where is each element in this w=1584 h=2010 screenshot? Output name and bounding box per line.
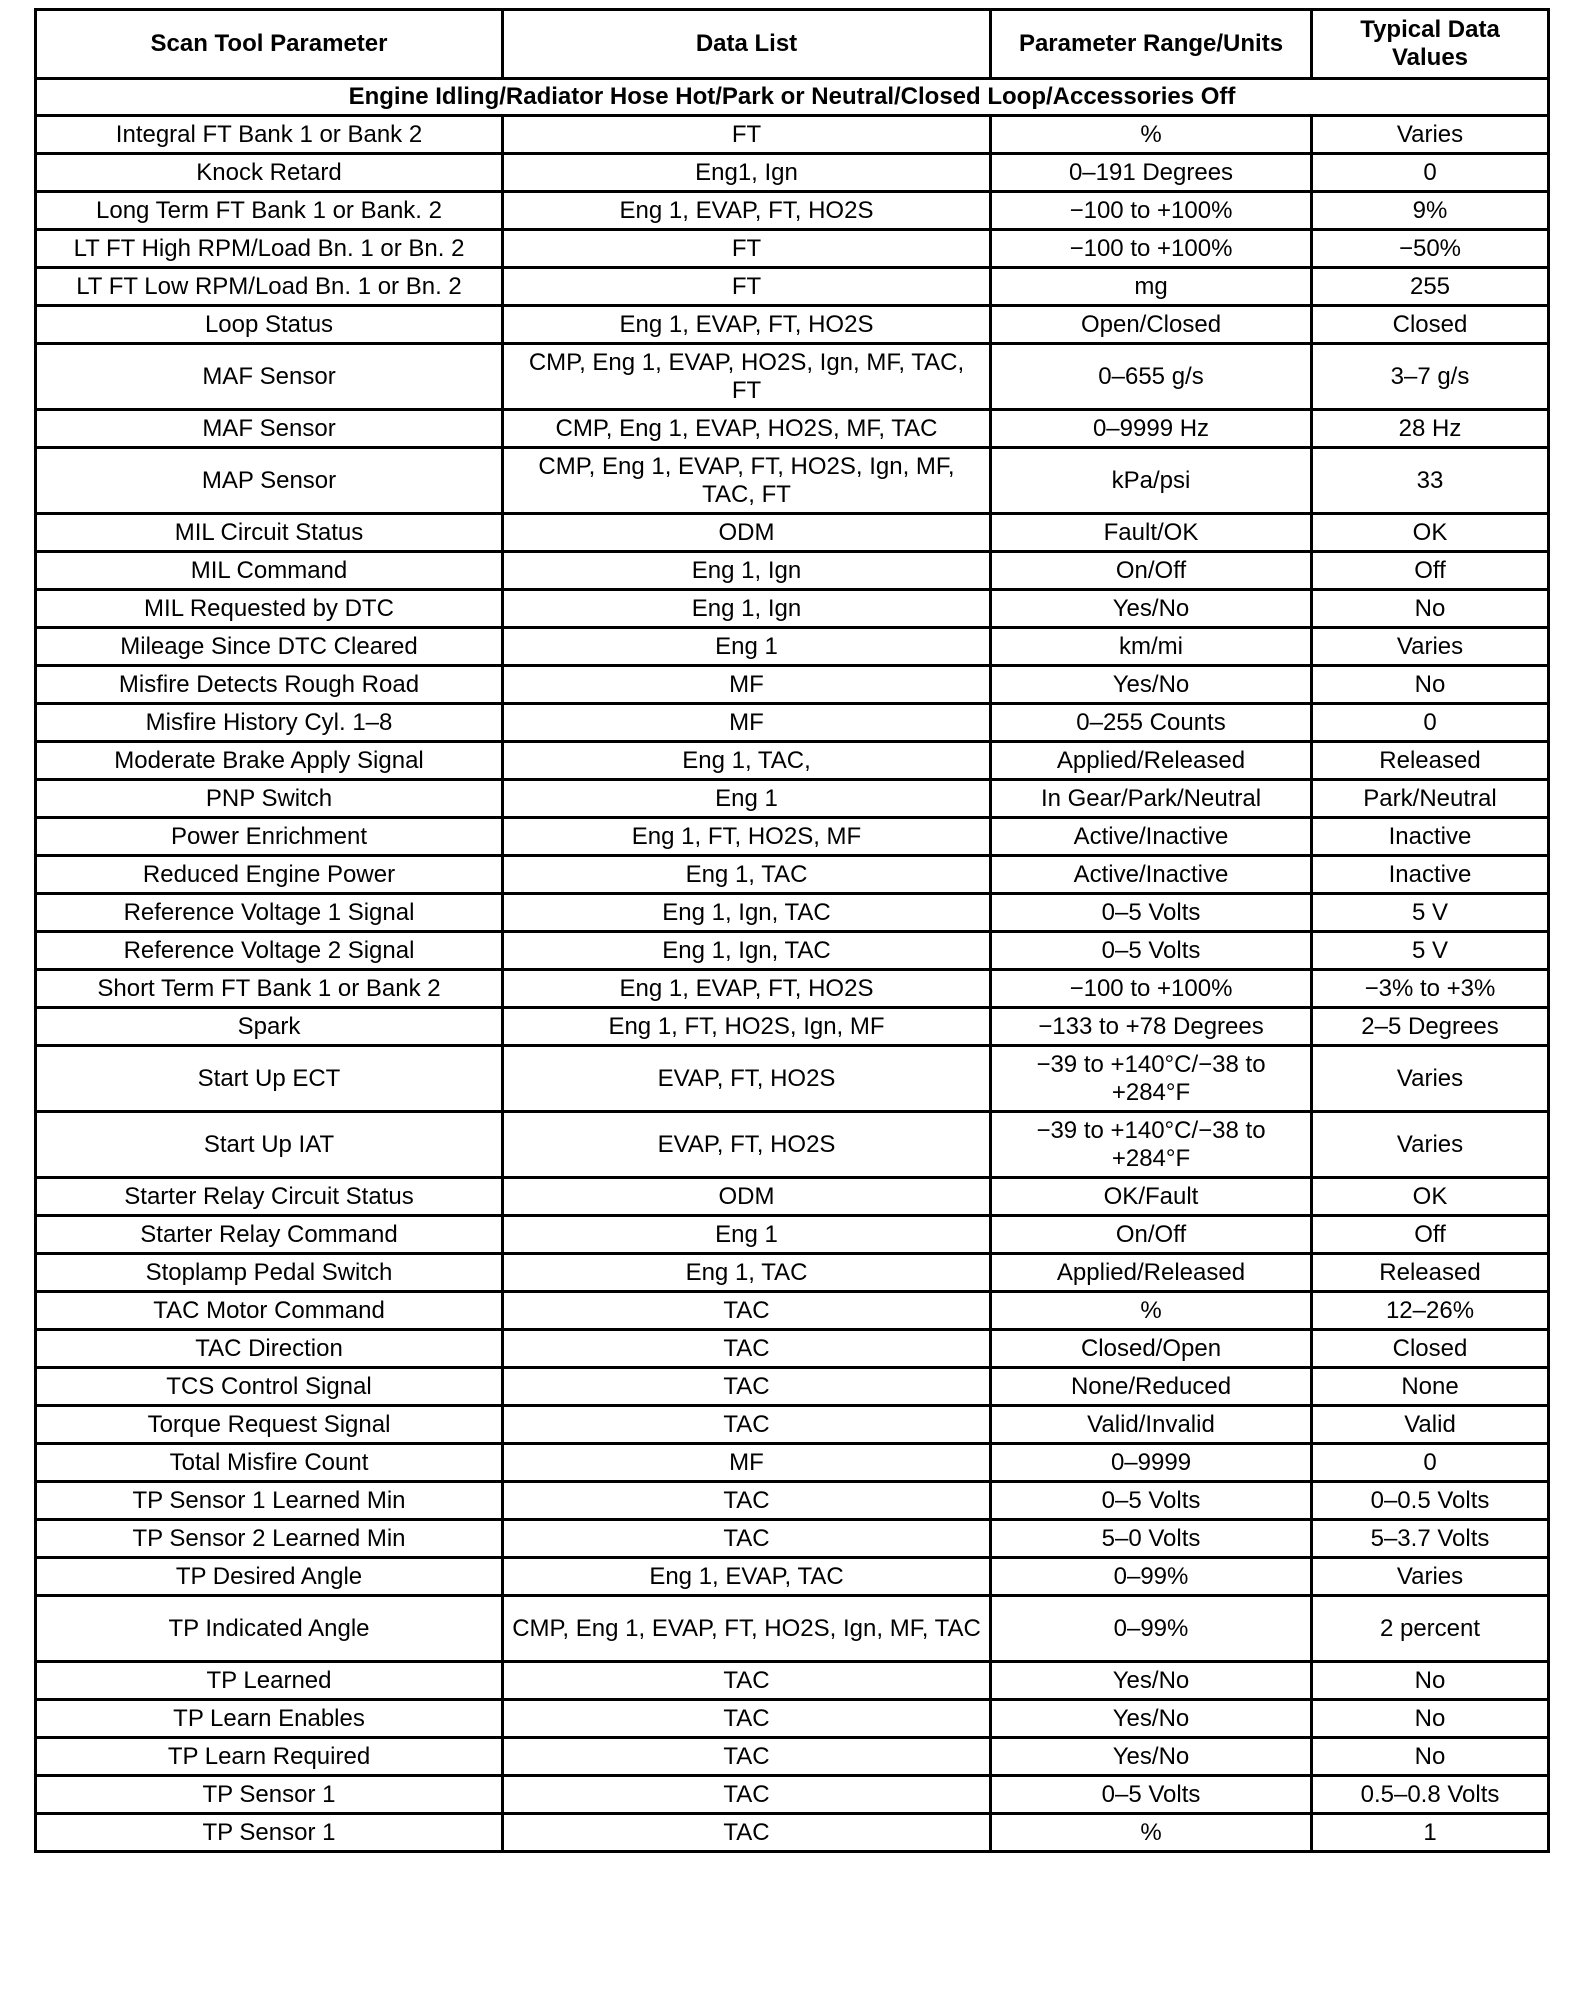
- header-scan-tool-parameter: Scan Tool Parameter: [36, 10, 503, 79]
- cell-range-units: 0–255 Counts: [991, 704, 1312, 742]
- cell-typical-value: 2–5 Degrees: [1312, 1008, 1549, 1046]
- cell-parameter: Start Up IAT: [36, 1112, 503, 1178]
- cell-parameter: TP Sensor 2 Learned Min: [36, 1520, 503, 1558]
- cell-typical-value: Off: [1312, 1216, 1549, 1254]
- cell-parameter: Starter Relay Command: [36, 1216, 503, 1254]
- header-parameter-range-units: Parameter Range/Units: [991, 10, 1312, 79]
- cell-data-list: TAC: [503, 1406, 991, 1444]
- cell-range-units: On/Off: [991, 552, 1312, 590]
- cell-parameter: Moderate Brake Apply Signal: [36, 742, 503, 780]
- cell-parameter: MIL Circuit Status: [36, 514, 503, 552]
- scan-tool-data-table: [34, 8, 1550, 1853]
- cell-data-list: Eng 1, FT, HO2S, MF: [503, 818, 991, 856]
- cell-data-list: EVAP, FT, HO2S: [503, 1112, 991, 1178]
- cell-range-units: Fault/OK: [991, 514, 1312, 552]
- cell-typical-value: OK: [1312, 1178, 1549, 1216]
- table-row: [36, 1814, 1549, 1852]
- cell-typical-value: Varies: [1312, 628, 1549, 666]
- cell-range-units: 0–5 Volts: [991, 1482, 1312, 1520]
- cell-data-list: TAC: [503, 1292, 991, 1330]
- cell-data-list: FT: [503, 116, 991, 154]
- cell-typical-value: 0–0.5 Volts: [1312, 1482, 1549, 1520]
- cell-data-list: TAC: [503, 1330, 991, 1368]
- cell-data-list: TAC: [503, 1662, 991, 1700]
- cell-parameter: Reference Voltage 1 Signal: [36, 894, 503, 932]
- cell-typical-value: 3–7 g/s: [1312, 344, 1549, 410]
- cell-range-units: In Gear/Park/Neutral: [991, 780, 1312, 818]
- cell-typical-value: No: [1312, 1700, 1549, 1738]
- cell-typical-value: OK: [1312, 514, 1549, 552]
- cell-typical-value: 0: [1312, 154, 1549, 192]
- cell-parameter: TP Sensor 1: [36, 1814, 503, 1852]
- cell-typical-value: 12–26%: [1312, 1292, 1549, 1330]
- cell-data-list: CMP, Eng 1, EVAP, HO2S, MF, TAC: [503, 410, 991, 448]
- cell-typical-value: 0.5–0.8 Volts: [1312, 1776, 1549, 1814]
- cell-data-list: Eng 1: [503, 628, 991, 666]
- cell-typical-value: No: [1312, 666, 1549, 704]
- table-row: [36, 1406, 1549, 1444]
- cell-typical-value: 28 Hz: [1312, 410, 1549, 448]
- cell-parameter: TP Sensor 1: [36, 1776, 503, 1814]
- table-row: [36, 154, 1549, 192]
- cell-range-units: km/mi: [991, 628, 1312, 666]
- cell-data-list: TAC: [503, 1368, 991, 1406]
- cell-parameter: Spark: [36, 1008, 503, 1046]
- cell-parameter: Mileage Since DTC Cleared: [36, 628, 503, 666]
- table-row: [36, 1254, 1549, 1292]
- cell-range-units: Applied/Released: [991, 742, 1312, 780]
- cell-parameter: TP Learn Required: [36, 1738, 503, 1776]
- table-row: [36, 1046, 1549, 1112]
- table-row: [36, 932, 1549, 970]
- cell-parameter: Power Enrichment: [36, 818, 503, 856]
- table-row: [36, 590, 1549, 628]
- table-row: [36, 894, 1549, 932]
- cell-typical-value: 1: [1312, 1814, 1549, 1852]
- cell-range-units: mg: [991, 268, 1312, 306]
- header-typical-data-values: Typical Data Values: [1312, 10, 1549, 79]
- cell-parameter: PNP Switch: [36, 780, 503, 818]
- cell-range-units: OK/Fault: [991, 1178, 1312, 1216]
- table-row: [36, 1596, 1549, 1662]
- cell-range-units: Applied/Released: [991, 1254, 1312, 1292]
- cell-typical-value: −50%: [1312, 230, 1549, 268]
- cell-parameter: MAP Sensor: [36, 448, 503, 514]
- cell-data-list: Eng 1, TAC: [503, 856, 991, 894]
- cell-range-units: 0–99%: [991, 1558, 1312, 1596]
- cell-range-units: Valid/Invalid: [991, 1406, 1312, 1444]
- cell-range-units: Open/Closed: [991, 306, 1312, 344]
- table-row: [36, 1482, 1549, 1520]
- table-row: [36, 1444, 1549, 1482]
- cell-parameter: TAC Motor Command: [36, 1292, 503, 1330]
- cell-parameter: Reduced Engine Power: [36, 856, 503, 894]
- cell-data-list: TAC: [503, 1482, 991, 1520]
- cell-range-units: 0–5 Volts: [991, 1776, 1312, 1814]
- table-row: [36, 344, 1549, 410]
- cell-parameter: Misfire History Cyl. 1–8: [36, 704, 503, 742]
- cell-range-units: 5–0 Volts: [991, 1520, 1312, 1558]
- cell-typical-value: 5 V: [1312, 894, 1549, 932]
- cell-parameter: TP Desired Angle: [36, 1558, 503, 1596]
- cell-parameter: MIL Command: [36, 552, 503, 590]
- cell-typical-value: Released: [1312, 1254, 1549, 1292]
- scan-tool-data-page: [34, 8, 1547, 1853]
- cell-typical-value: Varies: [1312, 1558, 1549, 1596]
- cell-range-units: Yes/No: [991, 590, 1312, 628]
- table-row: [36, 1776, 1549, 1814]
- cell-parameter: LT FT High RPM/Load Bn. 1 or Bn. 2: [36, 230, 503, 268]
- cell-range-units: 0–9999: [991, 1444, 1312, 1482]
- cell-typical-value: 2 percent: [1312, 1596, 1549, 1662]
- cell-parameter: TP Indicated Angle: [36, 1596, 503, 1662]
- cell-data-list: CMP, Eng 1, EVAP, FT, HO2S, Ign, MF, TAC, FT: [503, 448, 991, 514]
- table-row: [36, 1216, 1549, 1254]
- cell-range-units: On/Off: [991, 1216, 1312, 1254]
- cell-range-units: Closed/Open: [991, 1330, 1312, 1368]
- table-row: [36, 552, 1549, 590]
- cell-data-list: Eng 1, EVAP, TAC: [503, 1558, 991, 1596]
- cell-data-list: TAC: [503, 1700, 991, 1738]
- cell-parameter: TAC Direction: [36, 1330, 503, 1368]
- cell-range-units: Yes/No: [991, 1662, 1312, 1700]
- cell-typical-value: 33: [1312, 448, 1549, 514]
- header-data-list: Data List: [503, 10, 991, 79]
- cell-parameter: MAF Sensor: [36, 410, 503, 448]
- table-row: [36, 1330, 1549, 1368]
- cell-typical-value: 255: [1312, 268, 1549, 306]
- cell-typical-value: 5 V: [1312, 932, 1549, 970]
- cell-typical-value: None: [1312, 1368, 1549, 1406]
- cell-parameter: Start Up ECT: [36, 1046, 503, 1112]
- cell-parameter: Loop Status: [36, 306, 503, 344]
- cell-parameter: TCS Control Signal: [36, 1368, 503, 1406]
- table-row: [36, 1558, 1549, 1596]
- cell-data-list: ODM: [503, 1178, 991, 1216]
- table-row: [36, 1700, 1549, 1738]
- cell-range-units: 0–5 Volts: [991, 932, 1312, 970]
- table-header-row: [36, 10, 1549, 79]
- cell-parameter: MIL Requested by DTC: [36, 590, 503, 628]
- cell-typical-value: −3% to +3%: [1312, 970, 1549, 1008]
- table-row: [36, 856, 1549, 894]
- cell-range-units: −100 to +100%: [991, 192, 1312, 230]
- cell-typical-value: Valid: [1312, 1406, 1549, 1444]
- cell-typical-value: 5–3.7 Volts: [1312, 1520, 1549, 1558]
- cell-typical-value: No: [1312, 1662, 1549, 1700]
- table-row: [36, 1008, 1549, 1046]
- cell-parameter: Knock Retard: [36, 154, 503, 192]
- cell-data-list: Eng1, Ign: [503, 154, 991, 192]
- section-condition-label: Engine Idling/Radiator Hose Hot/Park or Neutral/Closed Loop/Accessories Off: [36, 79, 1549, 116]
- cell-data-list: MF: [503, 1444, 991, 1482]
- table-row: [36, 1292, 1549, 1330]
- cell-range-units: Yes/No: [991, 1738, 1312, 1776]
- cell-data-list: Eng 1: [503, 780, 991, 818]
- table-row: [36, 666, 1549, 704]
- cell-typical-value: Inactive: [1312, 856, 1549, 894]
- cell-data-list: FT: [503, 230, 991, 268]
- cell-range-units: %: [991, 1814, 1312, 1852]
- cell-data-list: Eng 1, Ign: [503, 552, 991, 590]
- table-row: [36, 448, 1549, 514]
- cell-data-list: ODM: [503, 514, 991, 552]
- cell-parameter: TP Sensor 1 Learned Min: [36, 1482, 503, 1520]
- cell-data-list: Eng 1, Ign, TAC: [503, 894, 991, 932]
- table-row: [36, 780, 1549, 818]
- cell-typical-value: No: [1312, 1738, 1549, 1776]
- cell-range-units: Yes/No: [991, 1700, 1312, 1738]
- cell-data-list: Eng 1: [503, 1216, 991, 1254]
- table-row: [36, 1662, 1549, 1700]
- cell-typical-value: 0: [1312, 1444, 1549, 1482]
- table-row: [36, 628, 1549, 666]
- cell-data-list: Eng 1, FT, HO2S, Ign, MF: [503, 1008, 991, 1046]
- cell-data-list: TAC: [503, 1520, 991, 1558]
- cell-data-list: Eng 1, TAC: [503, 1254, 991, 1292]
- cell-parameter: TP Learn Enables: [36, 1700, 503, 1738]
- cell-parameter: Short Term FT Bank 1 or Bank 2: [36, 970, 503, 1008]
- table-row: [36, 1178, 1549, 1216]
- cell-data-list: MF: [503, 704, 991, 742]
- cell-range-units: 0–191 Degrees: [991, 154, 1312, 192]
- cell-range-units: 0–5 Volts: [991, 894, 1312, 932]
- cell-range-units: −39 to +140°C/−38 to +284°F: [991, 1046, 1312, 1112]
- table-row: [36, 192, 1549, 230]
- table-row: [36, 704, 1549, 742]
- cell-parameter: Starter Relay Circuit Status: [36, 1178, 503, 1216]
- cell-data-list: CMP, Eng 1, EVAP, HO2S, Ign, MF, TAC, FT: [503, 344, 991, 410]
- table-row: [36, 1368, 1549, 1406]
- cell-data-list: Eng 1, Ign, TAC: [503, 932, 991, 970]
- cell-parameter: MAF Sensor: [36, 344, 503, 410]
- cell-data-list: Eng 1, EVAP, FT, HO2S: [503, 192, 991, 230]
- cell-typical-value: Closed: [1312, 306, 1549, 344]
- table-row: [36, 410, 1549, 448]
- cell-range-units: 0–655 g/s: [991, 344, 1312, 410]
- cell-parameter: Misfire Detects Rough Road: [36, 666, 503, 704]
- cell-range-units: %: [991, 116, 1312, 154]
- table-row: [36, 514, 1549, 552]
- cell-parameter: Long Term FT Bank 1 or Bank. 2: [36, 192, 503, 230]
- cell-typical-value: Varies: [1312, 116, 1549, 154]
- table-row: [36, 818, 1549, 856]
- cell-parameter: Reference Voltage 2 Signal: [36, 932, 503, 970]
- table-row: [36, 1738, 1549, 1776]
- cell-range-units: −39 to +140°C/−38 to +284°F: [991, 1112, 1312, 1178]
- cell-typical-value: No: [1312, 590, 1549, 628]
- cell-range-units: −100 to +100%: [991, 970, 1312, 1008]
- cell-range-units: 0–9999 Hz: [991, 410, 1312, 448]
- cell-data-list: CMP, Eng 1, EVAP, FT, HO2S, Ign, MF, TAC: [503, 1596, 991, 1662]
- cell-data-list: TAC: [503, 1738, 991, 1776]
- cell-data-list: Eng 1, Ign: [503, 590, 991, 628]
- cell-data-list: Eng 1, TAC,: [503, 742, 991, 780]
- cell-data-list: TAC: [503, 1776, 991, 1814]
- cell-parameter: Stoplamp Pedal Switch: [36, 1254, 503, 1292]
- section-condition-row: [36, 79, 1549, 116]
- cell-data-list: TAC: [503, 1814, 991, 1852]
- cell-range-units: Active/Inactive: [991, 818, 1312, 856]
- cell-range-units: Yes/No: [991, 666, 1312, 704]
- cell-range-units: None/Reduced: [991, 1368, 1312, 1406]
- table-row: [36, 116, 1549, 154]
- cell-parameter: Integral FT Bank 1 or Bank 2: [36, 116, 503, 154]
- cell-typical-value: Varies: [1312, 1046, 1549, 1112]
- cell-range-units: −133 to +78 Degrees: [991, 1008, 1312, 1046]
- table-row: [36, 742, 1549, 780]
- cell-data-list: EVAP, FT, HO2S: [503, 1046, 991, 1112]
- cell-typical-value: Inactive: [1312, 818, 1549, 856]
- cell-parameter: TP Learned: [36, 1662, 503, 1700]
- cell-typical-value: Off: [1312, 552, 1549, 590]
- table-row: [36, 268, 1549, 306]
- cell-data-list: MF: [503, 666, 991, 704]
- cell-typical-value: Closed: [1312, 1330, 1549, 1368]
- cell-typical-value: 0: [1312, 704, 1549, 742]
- table-row: [36, 1520, 1549, 1558]
- cell-data-list: Eng 1, EVAP, FT, HO2S: [503, 970, 991, 1008]
- table-row: [36, 306, 1549, 344]
- cell-range-units: %: [991, 1292, 1312, 1330]
- table-row: [36, 970, 1549, 1008]
- cell-range-units: 0–99%: [991, 1596, 1312, 1662]
- cell-range-units: kPa/psi: [991, 448, 1312, 514]
- cell-parameter: LT FT Low RPM/Load Bn. 1 or Bn. 2: [36, 268, 503, 306]
- cell-typical-value: Varies: [1312, 1112, 1549, 1178]
- cell-data-list: Eng 1, EVAP, FT, HO2S: [503, 306, 991, 344]
- cell-parameter: Torque Request Signal: [36, 1406, 503, 1444]
- cell-range-units: Active/Inactive: [991, 856, 1312, 894]
- cell-typical-value: 9%: [1312, 192, 1549, 230]
- cell-typical-value: Released: [1312, 742, 1549, 780]
- cell-parameter: Total Misfire Count: [36, 1444, 503, 1482]
- cell-data-list: FT: [503, 268, 991, 306]
- table-row: [36, 230, 1549, 268]
- cell-typical-value: Park/Neutral: [1312, 780, 1549, 818]
- cell-range-units: −100 to +100%: [991, 230, 1312, 268]
- table-row: [36, 1112, 1549, 1178]
